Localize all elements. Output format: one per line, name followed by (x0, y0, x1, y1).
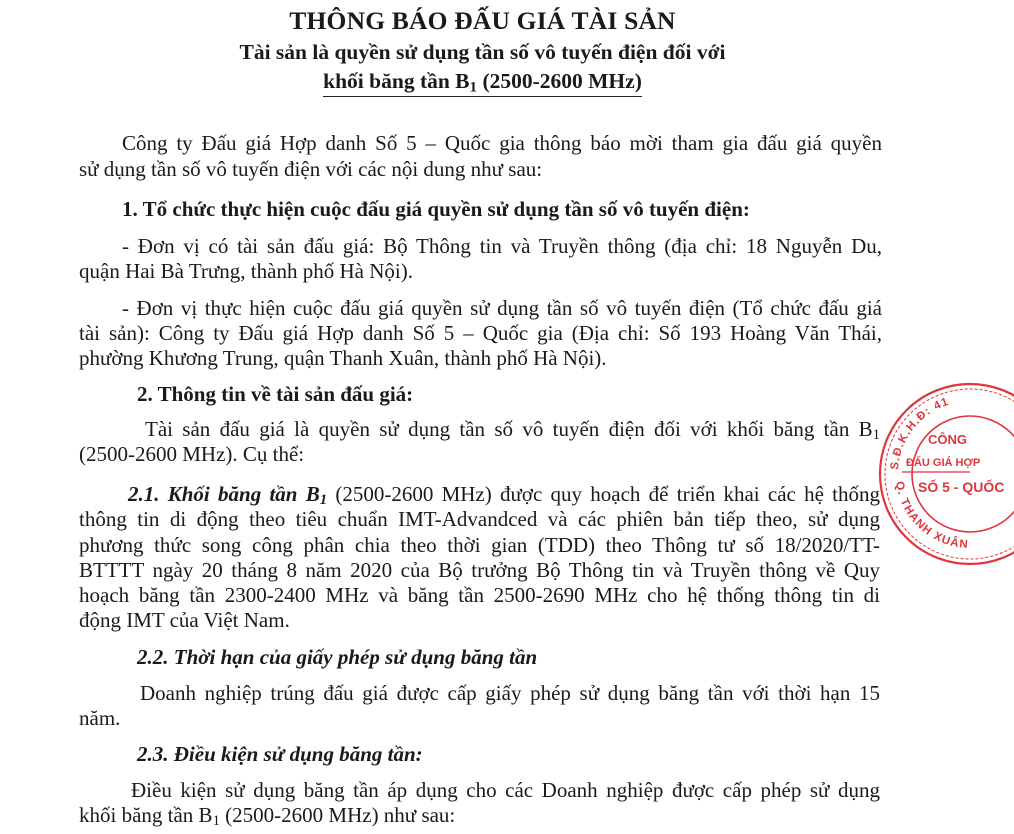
subsection-2-1-label-subscript: 1 (319, 492, 328, 509)
intro-line-1: Công ty Đấu giá Hợp danh Số 5 – Quốc gia thông báo mời tham gia đấu giá quyền (122, 131, 882, 155)
seal-line-3: SỐ 5 - QUỐC (918, 479, 1005, 495)
section-1-heading: 1. Tổ chức thực hiện cuộc đấu giá quyền sử dụng tần số vô tuyến điện: (122, 197, 750, 221)
section-2-heading: 2. Thông tin về tài sản đấu giá: (137, 382, 414, 406)
subsection-2-2-line-2: năm. (79, 706, 121, 730)
section-2-intro-line-1 (145, 416, 880, 442)
document-title: THÔNG BÁO ĐẤU GIÁ TÀI SẢN (289, 6, 676, 35)
subtitle-subscript: 1 (469, 79, 478, 96)
subsection-2-1-label (128, 482, 328, 509)
subsection-2-1-line-2: thông tin di động theo tiêu chuẩn IMT-Advandced và các phiên bản tiếp theo, sử dụng (79, 507, 880, 531)
document-subtitle-line-2 (0, 68, 965, 97)
subsection-2-1-line-1-rest: (2500-2600 MHz) được quy hoạch để triển khai các hệ thống (327, 482, 880, 506)
section-1-item-2-line-2: tài sản): Công ty Đấu giá Hợp danh Số 5 – Quốc gia (Địa chỉ: Số 193 Hoàng Văn Thái, (79, 321, 882, 345)
official-seal-stamp (874, 374, 1014, 574)
subtitle-text: khối băng tần B (323, 69, 470, 93)
document-subtitle-line-1: Tài sản là quyền sử dụng tần số vô tuyến điện đối với (239, 40, 726, 64)
seal-bottom-text: Q. THANH XUÂN (892, 480, 970, 552)
subsection-2-3-subscript: 1 (212, 813, 220, 830)
subsection-2-1-line-6: động IMT của Việt Nam. (79, 608, 290, 632)
subsection-2-3-line-2-text: khối băng tần B (79, 803, 213, 827)
subsection-2-2-line-1: Doanh nghiệp trúng đấu giá được cấp giấy phép sử dụng băng tần với thời hạn 15 (140, 681, 880, 705)
seal-ring-text: S.Đ.K.H.Đ: 41 (888, 395, 951, 471)
section-2-intro-text: Tài sản đấu giá là quyền sử dụng tần số vô tuyến điện đối với khối băng tần B (145, 417, 873, 441)
seal-line-2: ĐẤU GIÁ HỢP (906, 457, 981, 469)
section-1-item-2-line-1: - Đơn vị thực hiện cuộc đấu giá quyền sử dụng tần số vô tuyến điện (Tổ chức đấu giá (122, 296, 882, 320)
seal-line-1: CÔNG (928, 432, 967, 447)
subsection-2-1-line-4: BTTTT ngày 20 tháng 8 năm 2020 của Bộ trưởng Bộ Thông tin và Truyền thông về Quy (79, 558, 880, 582)
subsection-2-3-heading: 2.3. Điều kiện sử dụng băng tần: (137, 742, 423, 766)
section-2-intro-subscript: 1 (872, 427, 880, 444)
subtitle-range: (2500-2600 MHz) (477, 69, 642, 93)
section-2-intro-line-2: (2500-2600 MHz). Cụ thể: (79, 442, 305, 466)
subsection-2-3-line-1: Điều kiện sử dụng băng tần áp dụng cho các Doanh nghiệp được cấp phép sử dụng (131, 778, 880, 802)
subsection-2-1-line-3: phương thức song công phân chia theo thời gian (TDD) theo Thông tư số 18/2020/TT- (79, 533, 880, 557)
subsection-2-3-line-2 (79, 802, 455, 828)
section-1-item-1-line-1: - Đơn vị có tài sản đấu giá: Bộ Thông tin và Truyền thông (địa chỉ: 18 Nguyễn Du, (122, 234, 882, 258)
section-1-item-2-line-3: phường Khương Trung, quận Thanh Xuân, thành phố Hà Nội). (79, 346, 607, 370)
subsection-2-1-line-1 (128, 481, 880, 507)
subsection-2-3-line-2-rest: (2500-2600 MHz) như sau: (219, 803, 456, 827)
subsection-2-1-line-5: hoạch băng tần 2300-2400 MHz và băng tần 2500-2690 MHz cho hệ thống thông tin di (79, 583, 880, 607)
intro-line-2: sử dụng tần số vô tuyến điện với các nội dung như sau: (79, 157, 543, 181)
subsection-2-2-heading: 2.2. Thời hạn của giấy phép sử dụng băng tần (137, 645, 538, 669)
section-1-item-1-line-2: quận Hai Bà Trưng, thành phố Hà Nội). (79, 259, 413, 283)
subsection-2-1-label-text: 2.1. Khối băng tần B (128, 482, 320, 506)
